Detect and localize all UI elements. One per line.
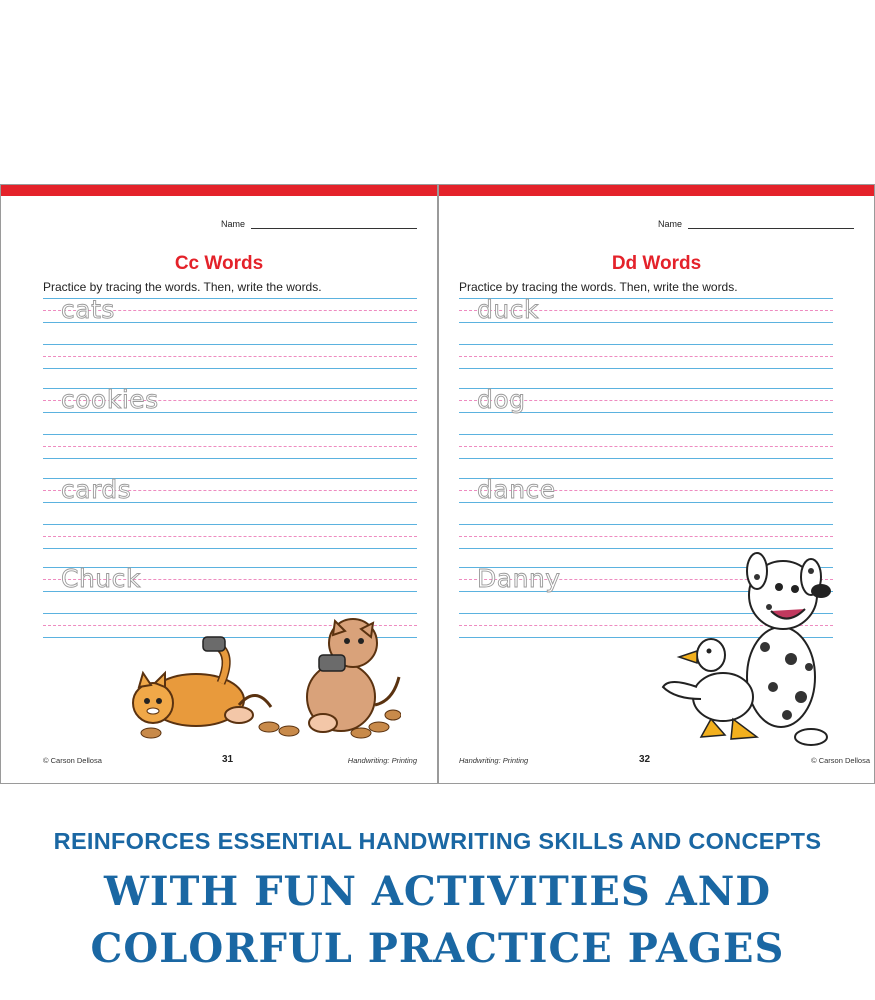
page-number: 31 <box>222 754 234 765</box>
dalmatian-dog <box>747 553 831 745</box>
guide-top-line <box>43 434 417 435</box>
workbook-spread <box>0 184 875 784</box>
name-field <box>221 219 417 229</box>
duck <box>663 639 757 739</box>
copyright: © Carson Dellosa <box>811 756 870 765</box>
trace-word: cards <box>61 475 132 504</box>
page-32 <box>438 184 875 784</box>
guide-mid-dashed-line <box>43 356 417 357</box>
copyright: © Carson Dellosa <box>43 756 102 765</box>
guide-top-line <box>43 524 417 525</box>
guide-mid-dashed-line <box>43 446 417 447</box>
trace-word: duck <box>477 295 539 324</box>
name-label: Name <box>657 219 682 229</box>
name-field <box>658 219 854 229</box>
dog-and-duck-illustration <box>661 547 836 752</box>
book-title: Handwriting: Printing <box>347 756 417 765</box>
guide-mid-dashed-line <box>459 356 833 357</box>
guide-top-line <box>459 344 833 345</box>
book-title: Handwriting: Printing <box>459 756 529 765</box>
guide-base-line <box>43 458 417 459</box>
name-line <box>251 220 417 229</box>
guide-top-line <box>459 434 833 435</box>
top-red-bar <box>439 185 874 196</box>
guide-top-line <box>43 344 417 345</box>
instructions: Practice by tracing the words. Then, write the words. <box>43 280 322 294</box>
guide-top-line <box>43 613 417 614</box>
cats-eating-cookies-illustration <box>121 615 401 745</box>
guide-mid-dashed-line <box>459 446 833 447</box>
trace-word: Chuck <box>61 564 141 593</box>
page-number: 32 <box>639 754 651 765</box>
trace-word: dog <box>477 385 526 414</box>
tagline-line-2: WITH FUN ACTIVITIES AND <box>103 868 772 915</box>
instructions: Practice by tracing the words. Then, write the words. <box>459 280 738 294</box>
tagline-line-3: COLORFUL PRACTICE PAGES <box>90 925 785 972</box>
name-line <box>688 220 854 229</box>
page-title: Dd Words <box>611 253 702 274</box>
guide-base-line <box>43 368 417 369</box>
trace-word: dance <box>477 475 556 504</box>
guide-base-line <box>459 368 833 369</box>
name-label: Name <box>220 219 245 229</box>
guide-base-line <box>459 458 833 459</box>
guide-base-line <box>43 548 417 549</box>
trace-word: cats <box>61 295 115 324</box>
page-title: Cc Words <box>174 253 264 274</box>
trace-word: cookies <box>61 385 159 414</box>
top-red-bar <box>1 185 437 196</box>
tagline-line-1: REINFORCES ESSENTIAL HANDWRITING SKILLS AND CONCEPTS <box>53 828 822 854</box>
cat-left <box>133 637 271 726</box>
trace-word: Danny <box>477 564 561 593</box>
guide-mid-dashed-line <box>459 536 833 537</box>
page-31 <box>0 184 438 784</box>
guide-mid-dashed-line <box>43 536 417 537</box>
guide-top-line <box>459 524 833 525</box>
